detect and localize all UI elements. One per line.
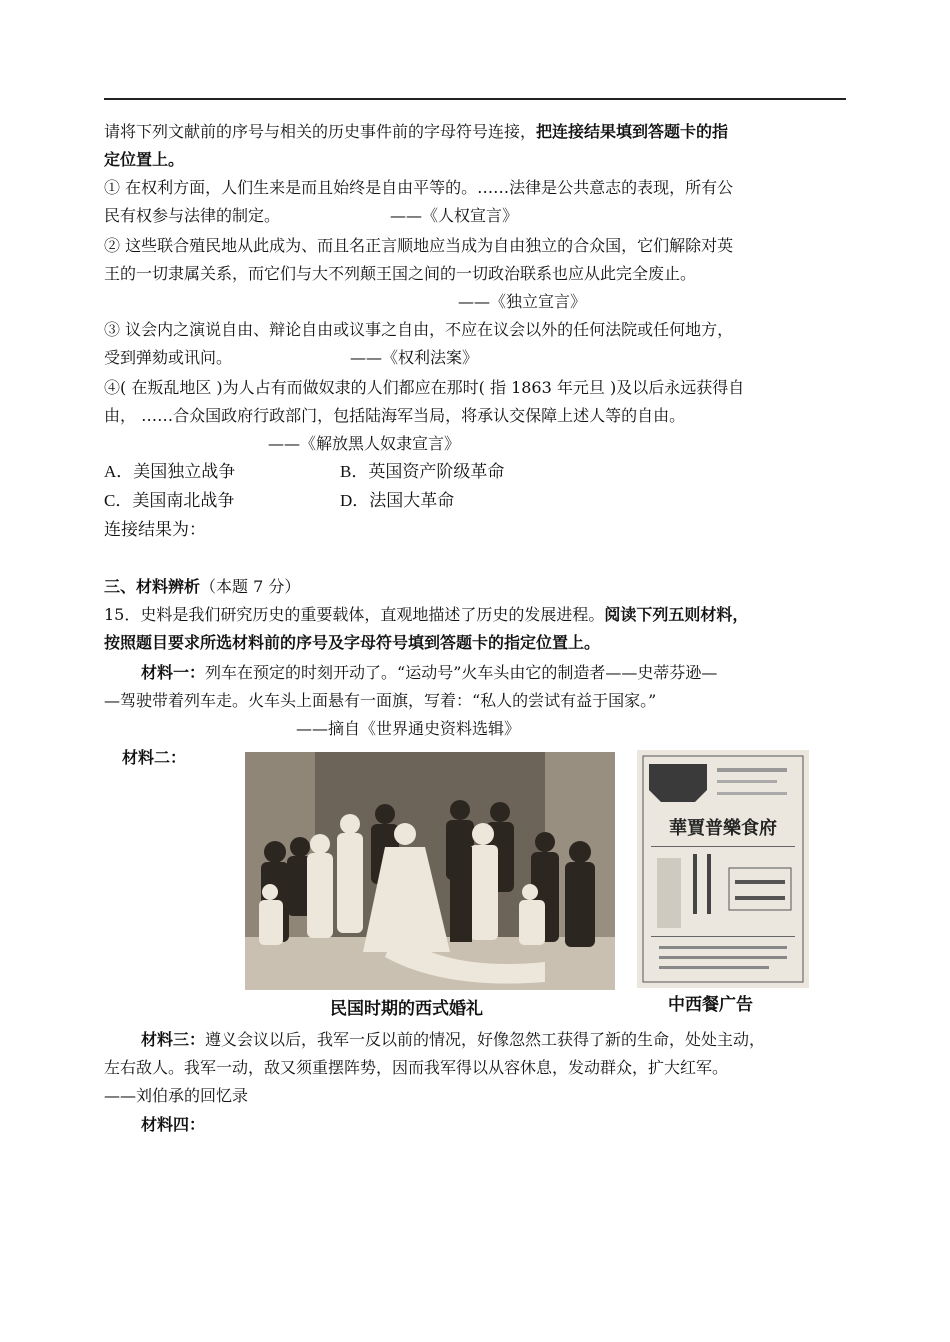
- ad-header-text: 華賈普樂食府: [669, 818, 777, 839]
- material1-line1: 材料一：列车在预定的时刻开动了。“运动号”火车头由它的制造者——史蒂芬逊—: [141, 663, 718, 682]
- option-a: A．美国独立战争: [104, 462, 236, 481]
- option-c: C．美国南北战争: [104, 491, 235, 510]
- doc1-line1: ① 在权利方面，人们生来是而且始终是自由平等的。……法律是公共意志的表现，所有公: [104, 178, 734, 197]
- material2-label: 材料二：: [122, 748, 187, 767]
- section3-heading: 三、材料辨析（本题 7 分）: [104, 577, 301, 596]
- option-b: B．英国资产阶级革命: [340, 462, 505, 481]
- header-rule: [104, 98, 846, 100]
- doc4-line2: 由， ……合众国政府行政部门，包括陆海军当局，将承认交保障上述人等的自由。: [104, 406, 686, 425]
- material3-label: 材料三：: [141, 1030, 206, 1049]
- doc3-source: ——《权利法案》: [350, 348, 479, 367]
- doc1-line2: 民有权参与法律的制定。: [104, 206, 281, 225]
- wedding-photo-caption: 民国时期的西式婚礼: [330, 999, 483, 1019]
- restaurant-advertisement: [637, 750, 809, 988]
- q14-instruction-line1: 请将下列文献前的序号与相关的历史事件前的字母符号连接，把连接结果填到答题卡的指: [104, 122, 729, 141]
- material4-label: 材料四：: [141, 1115, 206, 1134]
- answer-label: 连接结果为：: [104, 520, 206, 539]
- q14-instruction-line2: 定位置上。: [104, 150, 185, 169]
- q15-stem-line1: 15．史料是我们研究历史的重要载体，直观地描述了历史的发展进程。阅读下列五则材料，: [104, 605, 749, 624]
- ad-caption: 中西餐广告: [668, 995, 753, 1015]
- doc2-line1: ② 这些联合殖民地从此成为、而且名正言顺地应当成为自由独立的合众国，它们解除对英: [104, 236, 734, 255]
- q15-stem-line2: 按照题目要求所选材料前的序号及字母符号填到答题卡的指定位置上。: [104, 633, 601, 652]
- option-d: D．法国大革命: [340, 491, 455, 510]
- wedding-photo: [245, 752, 615, 990]
- doc3-line1: ③ 议会内之演说自由、辩论自由或议事之自由，不应在议会以外的任何法院或任何地方，: [104, 320, 734, 339]
- material3-source: ——刘伯承的回忆录: [104, 1086, 249, 1105]
- material1-line2: —驾驶带着列车走。火车头上面悬有一面旗，写着：“私人的尝试有益于国家。”: [104, 691, 657, 710]
- material1-source: ——摘自《世界通史资料选辑》: [296, 719, 521, 738]
- doc2-line2: 王的一切隶属关系，而它们与大不列颠王国之间的一切政治联系也应从此完全废止。: [104, 264, 697, 283]
- material3-line2: 左右敌人。我军一动，敌又须重摆阵势，因而我军得以从容休息，发动群众，扩大红军。: [104, 1058, 729, 1077]
- doc1-source: ——《人权宣言》: [390, 206, 519, 225]
- doc4-source: ——《解放黑人奴隶宣言》: [268, 434, 461, 453]
- doc3-line2: 受到弹劾或讯问。: [104, 348, 233, 367]
- material1-label: 材料一：: [141, 663, 206, 682]
- doc2-source: ——《独立宣言》: [458, 292, 587, 311]
- material3-line1: 材料三：遵义会议以后，我军一反以前的情况，好像忽然工获得了新的生命，处处主动，: [141, 1030, 766, 1049]
- doc4-line1: ④( 在叛乱地区 )为人占有而做奴隶的人们都应在那时( 指 1863 年元旦 )及以后永远获得自: [104, 378, 745, 397]
